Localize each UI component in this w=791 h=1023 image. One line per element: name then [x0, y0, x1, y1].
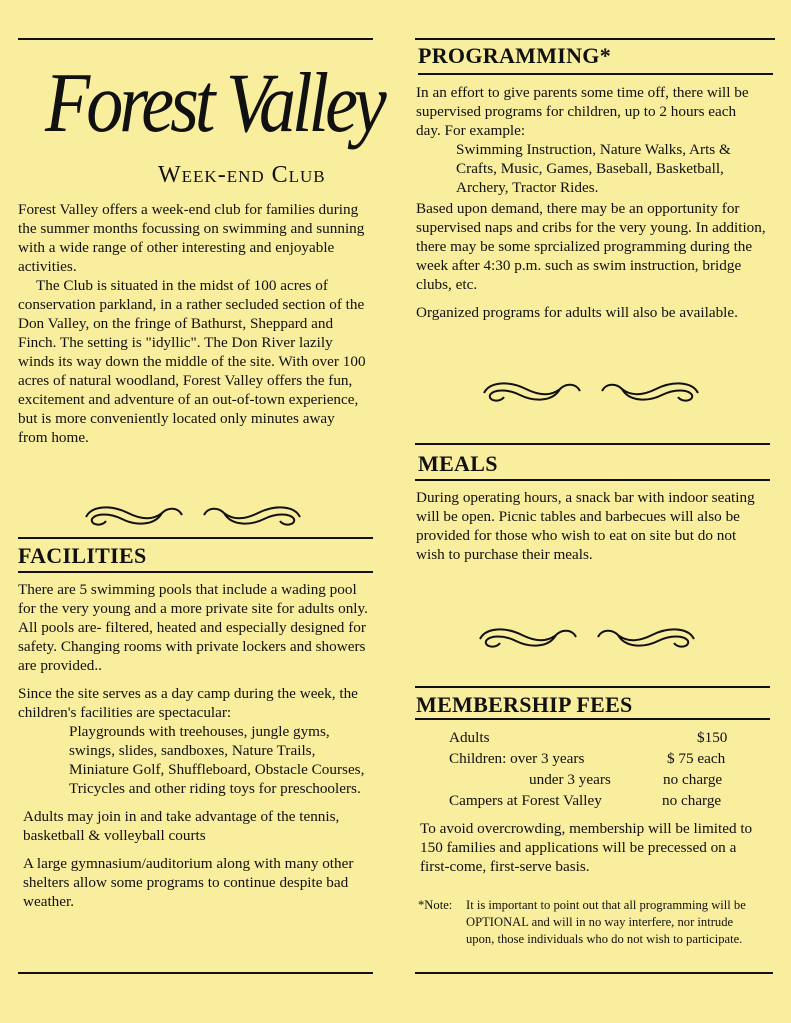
facilities-list: Playgrounds with treehouses, jungle gyms, swings, slides, sandboxes, Nature Trails, Miniature Golf, Shuffleboard, Obstacle Courses, Tricycles and other riding toys for preschoolers.	[69, 723, 365, 797]
facilities-paragraph-4: A large gymnasium/auditorium along with many other shelters allow some programs to continue despite bad weather.	[23, 855, 354, 910]
footnote-mark: *Note:	[418, 898, 453, 912]
logo-title: Forest Valley	[45, 56, 383, 151]
fee-value: no charge	[662, 792, 722, 809]
programming-paragraph-1: In an effort to give parents some time off, there will be supervised programs for children, up to 2 hours each day. For example:	[416, 84, 749, 139]
intro-text	[18, 200, 366, 447]
facilities-heading: FACILITIES	[18, 543, 147, 568]
facilities-paragraph-2: Since the site serves as a day camp during the week, the children's facilities are spectacular:	[18, 685, 358, 721]
fee-value: no charge	[663, 771, 723, 788]
facilities-rule	[18, 571, 373, 573]
logo-subtitle: Week-end Club	[158, 162, 326, 188]
facilities-paragraph-3: Adults may join in and take advantage of the tennis, basketball & volleyball courts	[23, 808, 340, 844]
fees-top-rule	[415, 686, 770, 688]
bottom-left-rule	[18, 972, 373, 974]
footnote	[418, 897, 768, 948]
programming-text	[416, 83, 776, 322]
fee-label: under 3 years	[529, 771, 611, 788]
facilities-top-rule	[18, 537, 373, 539]
fee-label: Children: over 3 years	[449, 750, 585, 767]
bottom-right-rule	[415, 972, 773, 974]
programming-list: Swimming Instruction, Nature Walks, Arts & Crafts, Music, Games, Baseball, Basketball, Archery, Tractor Rides.	[456, 141, 731, 196]
top-left-rule	[18, 38, 373, 40]
programming-paragraph-2: Based upon demand, there may be an opportunity for supervised naps and cribs for the very young. In addition, there may be some sprcialized programming during the week after 4:30 p.m. such as swim instruction, bridge clubs, etc.	[416, 200, 766, 293]
fee-value: $ 75 each	[667, 750, 726, 767]
fees-rule	[415, 718, 770, 720]
fees-text	[420, 819, 755, 876]
facilities-text	[18, 580, 370, 911]
programming-rule	[418, 73, 773, 75]
meals-top-rule	[415, 443, 770, 445]
meals-paragraph-1: During operating hours, a snack bar with indoor seating will be open. Picnic tables and barbecues will also be provided for those who wish to eat on site but do not wish to purchase their meals.	[416, 489, 755, 563]
meals-rule	[415, 479, 770, 481]
intro-paragraph-2: The Club is situated in the midst of 100 acres of conservation parkland, in a rather secluded section of the Don Valley, on the fringe of Bathurst, Sheppard and Finch. The setting is "idyllic". The Don River lazily winds its way down the middle of the site. With over 100 acres of natural woodland, Forest Valley offers the fun, excitement and adventure of an out-of-town experience, but is more conveniently located only minutes away from home.	[18, 277, 366, 446]
facilities-paragraph-1: There are 5 swimming pools that include a wading pool for the very young and a more private site for adults only. All pools are- filtered, heated and especially designed for safety. Changing rooms with private lockers and showers are provided..	[18, 581, 368, 674]
meals-text	[416, 488, 756, 564]
fee-value: $150	[697, 729, 728, 746]
flourish-ornament-icon	[480, 377, 702, 407]
flourish-ornament-icon	[82, 501, 304, 531]
flourish-ornament-icon	[476, 623, 698, 653]
fees-heading: MEMBERSHIP FEES	[416, 692, 633, 717]
footnote-text: It is important to point out that all programming will be OPTIONAL and will in no way interfere, nor intrude upon, those individuals who do not wish to participate.	[466, 898, 746, 946]
fee-label: Campers at Forest Valley	[449, 792, 602, 809]
meals-heading: MEALS	[418, 451, 498, 476]
programming-paragraph-3: Organized programs for adults will also be available.	[416, 304, 738, 321]
programming-heading: PROGRAMMING*	[418, 43, 612, 68]
fees-paragraph-1: To avoid overcrowding, membership will be limited to 150 families and applications will be precessed on a first-come, first-serve basis.	[420, 820, 753, 875]
intro-paragraph-1: Forest Valley offers a week-end club for families during the summer months focussing on swimming and sunning with a wide range of other interesting and enjoyable activities.	[18, 201, 365, 275]
fee-label: Adults	[449, 729, 490, 746]
top-right-rule	[415, 38, 775, 40]
